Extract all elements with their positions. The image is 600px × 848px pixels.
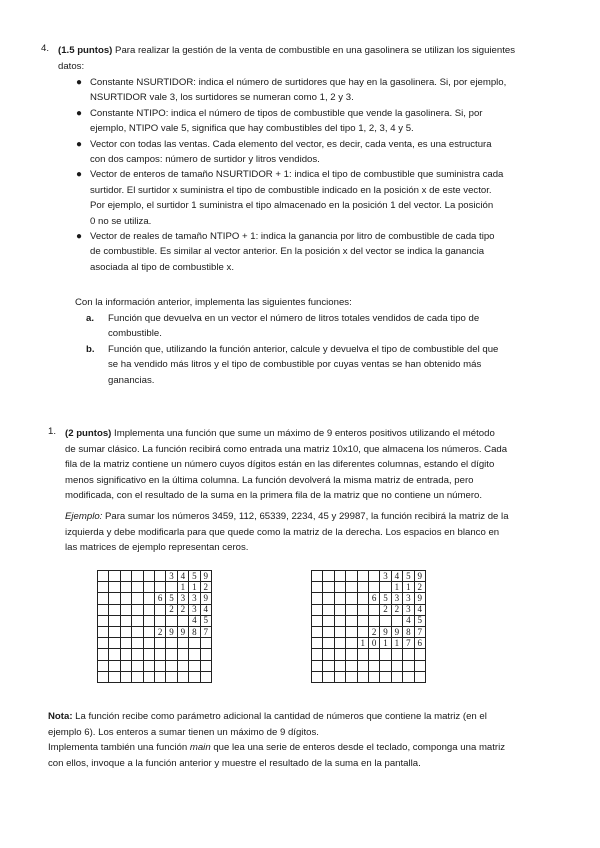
matrix-cell [346,660,357,671]
matrix-cell [414,649,425,660]
matrix-row [312,638,426,649]
matrix-cell: 1 [189,582,200,593]
matrix-cell [357,649,368,660]
matrix-cell [334,604,345,615]
matrix-cell [109,638,120,649]
matrix-cell: 8 [403,626,414,637]
matrix-cell [323,593,334,604]
matrix-cell [312,626,323,637]
matrix-row [98,604,212,615]
matrix-cell: 2 [380,604,391,615]
matrix-cell [132,571,143,582]
matrix-cell [120,582,131,593]
matrix-cell [368,660,379,671]
matrix-row [312,626,426,637]
matrix-cell: 6 [414,638,425,649]
matrix-cell [177,615,188,626]
matrix-row [98,638,212,649]
matrix-cell [189,649,200,660]
matrix-cell [312,638,323,649]
matrix-cell [323,615,334,626]
matrix-cell [189,660,200,671]
data-bullet-list [76,75,524,275]
matrix-cell [312,593,323,604]
matrix-cell: 1 [391,638,402,649]
matrix-cell [403,671,414,682]
matrix-cell [368,571,379,582]
matrix-cell [109,671,120,682]
question-1-points: (2 puntos) [65,428,112,439]
matrix-cell [334,638,345,649]
matrix-cell [312,604,323,615]
matrix-cell [391,660,402,671]
matrix-cell: 5 [403,571,414,582]
matrix-cell [132,626,143,637]
matrix-cell: 2 [368,626,379,637]
matrix-row [98,660,212,671]
bullet-icon: ● [76,138,83,150]
matrix-cell [368,604,379,615]
matrix-cell: 3 [391,593,402,604]
matrix-row [98,582,212,593]
matrix-cell: 4 [177,571,188,582]
matrix-cell [109,660,120,671]
matrix-cell: 1 [403,582,414,593]
matrix-cell [98,638,109,649]
question-4-number: 4. [41,43,50,54]
matrix-cell: 9 [200,593,211,604]
matrix-cell [98,626,109,637]
matrix-cell [177,671,188,682]
matrix-cell [380,582,391,593]
matrix-cell: 4 [414,604,425,615]
matrix-cell [346,615,357,626]
matrix-cell [357,671,368,682]
matrix-cell [200,638,211,649]
function-item-a: a. Función que devuelva en un vector el número de litros totales vendidos de cada tipo de combustible. [86,313,480,340]
matrix-cell [323,649,334,660]
matrix-cell: 9 [414,593,425,604]
matrix-cell [154,649,165,660]
matrix-cell [143,626,154,637]
matrix-cell: 1 [177,582,188,593]
question-4-intro: (1.5 puntos) Para realizar la gestión de la venta de combustible en una gasolinera se utilizan los siguientes datos: [58,45,516,72]
matrix-cell [334,660,345,671]
matrix-cell [391,649,402,660]
matrix-cell: 4 [200,604,211,615]
matrix-cell: 2 [200,582,211,593]
matrix-cell [120,593,131,604]
matrix-cell [334,671,345,682]
matrix-cell [334,582,345,593]
matrix-cell: 3 [380,571,391,582]
matrix-cell [346,638,357,649]
matrix-cell [98,593,109,604]
matrix-cell: 2 [154,626,165,637]
matrix-cell: 1 [391,582,402,593]
matrix-cell [312,571,323,582]
matrix-row [98,615,212,626]
matrix-row [98,649,212,660]
matrix-cell [98,671,109,682]
matrix-cell [334,615,345,626]
matrix-cell: 2 [414,582,425,593]
matrix-cell [323,671,334,682]
bullet-icon: ● [76,231,83,243]
matrix-cell [98,615,109,626]
matrix-cell [323,582,334,593]
matrix-cell [403,660,414,671]
matrix-cell [166,671,177,682]
left-matrix [97,570,212,683]
matrix-cell [143,660,154,671]
matrix-cell: 4 [391,571,402,582]
matrix-cell: 4 [403,615,414,626]
matrix-cell [98,649,109,660]
matrix-cell [154,582,165,593]
matrix-cell: 3 [189,593,200,604]
matrix-cell [143,604,154,615]
matrix-cell: 9 [380,626,391,637]
matrix-cell [120,660,131,671]
matrix-cell [132,615,143,626]
matrix-cell [98,604,109,615]
matrix-cell [109,615,120,626]
matrix-cell [120,604,131,615]
matrix-cell [357,660,368,671]
matrix-cell [357,593,368,604]
matrix-cell: 4 [189,615,200,626]
question-1-note: Nota: La función recibe como parámetro adicional la cantidad de números que contiene la matriz (en el ejemplo 6). Los enteros a sumar tienen un máximo de 9 dígitos. Implementa también una función main que lea una serie de enteros desde el teclado, componga una matriz con ellos, invoque a la función anterior y muestre el resultado de la suma en la pantalla. [48,711,506,769]
matrix-cell [132,593,143,604]
matrix-cell [346,582,357,593]
matrix-cell [323,660,334,671]
matrix-cell [132,671,143,682]
example-label: Ejemplo: [65,511,103,522]
matrix-cell: 8 [189,626,200,637]
matrix-row [98,571,212,582]
matrix-cell [334,571,345,582]
matrix-cell [120,649,131,660]
matrix-cell [132,604,143,615]
matrix-cell [154,638,165,649]
matrix-cell [368,615,379,626]
matrix-cell [166,615,177,626]
matrix-cell [368,671,379,682]
matrix-row [312,582,426,593]
bullet-item: ● Constante NTIPO: indica el número de tipos de combustible que vende la gasolinera. Si, por ejemplo, NTIPO vale 5, significa que hay combustibles del tipo 1, 2, 3, 4 y 5. [76,107,483,135]
matrix-cell [414,671,425,682]
matrix-row [312,604,426,615]
matrix-cell: 6 [368,593,379,604]
main-keyword: main [189,742,211,754]
matrix-cell [98,660,109,671]
matrix-cell [368,649,379,660]
matrix-cell [143,571,154,582]
bullet-item: ● Vector de reales de tamaño NTIPO + 1: indica la ganancia por litro de combustible de cada tipo de combustible. Es similar al vector anterior. En la posición x del vector se indica la ganancia asociada al tipo de combustible x. [76,231,495,273]
matrix-cell [154,660,165,671]
matrix-cell: 3 [403,593,414,604]
matrix-cell [120,571,131,582]
matrix-cell [312,660,323,671]
matrix-cell: 2 [391,604,402,615]
question-4-with-info: Con la información anterior, implementa las siguientes funciones: [75,297,352,308]
matrix-row [312,671,426,682]
question-1-number: 1. [48,426,57,437]
matrix-cell [109,626,120,637]
function-list [86,311,524,388]
matrix-cell [323,571,334,582]
matrix-cell [154,571,165,582]
matrix-cell [346,571,357,582]
matrix-cell [312,649,323,660]
question-1-statement: (2 puntos) Implementa una función que sume un máximo de 9 enteros positivos utilizando el método de sumar clásico. La función recibirá como entrada una matriz 10x10, que almacena los números. Cada fila de la matriz contiene un número cuyos dígitos están en las diferentes columnas, estando el dígito menos significativo en la última columna. La función devolverá la misma matriz de entrada, pero modificada, con el resultado de la suma en la primera fila de la matriz que no contiene un número. [65,428,508,502]
matrix-cell: 2 [166,604,177,615]
matrix-cell [143,638,154,649]
matrix-cell: 7 [403,638,414,649]
matrix-cell [189,671,200,682]
matrix-cell [132,638,143,649]
matrix-cell [312,615,323,626]
matrix-row [312,615,426,626]
matrix-row [312,593,426,604]
matrix-cell [166,660,177,671]
matrix-cell [200,671,211,682]
matrix-cell: 1 [357,638,368,649]
matrix-cell [391,615,402,626]
matrix-row [98,626,212,637]
matrix-cell [189,638,200,649]
matrix-cell [132,582,143,593]
matrix-cell [177,638,188,649]
bullet-icon: ● [76,107,83,119]
matrix-cell [98,571,109,582]
matrix-row [98,671,212,682]
matrix-row [312,571,426,582]
matrix-cell [323,626,334,637]
bullet-item: ● Vector con todas las ventas. Cada elemento del vector, es decir, cada venta, es una estructura con dos campos: número de surtidor y litros vendidos. [76,138,492,166]
matrix-cell [346,626,357,637]
question-4-points: (1.5 puntos) [58,45,113,56]
bullet-icon: ● [76,77,83,88]
matrix-cell: 5 [166,593,177,604]
matrix-cell [346,671,357,682]
matrix-cell [154,615,165,626]
matrix-cell [132,649,143,660]
matrix-cell [323,604,334,615]
matrix-cell [120,671,131,682]
matrix-cell [357,604,368,615]
matrix-cell [414,660,425,671]
matrix-cell: 5 [189,571,200,582]
matrix-cell: 3 [189,604,200,615]
matrix-cell: 3 [177,593,188,604]
matrix-cell: 0 [368,638,379,649]
matrix-cell [380,660,391,671]
right-matrix [311,570,426,683]
matrix-cell [403,649,414,660]
matrix-cell [357,582,368,593]
matrix-cell [334,593,345,604]
matrix-cell: 9 [200,571,211,582]
matrix-cell [143,671,154,682]
matrix-cell [166,582,177,593]
matrix-cell [391,671,402,682]
matrix-cell [200,660,211,671]
matrix-cell [380,615,391,626]
matrix-cell [357,626,368,637]
matrix-cell [109,649,120,660]
matrix-row [98,593,212,604]
matrix-cell [120,615,131,626]
matrix-cell [312,671,323,682]
matrix-cell [143,615,154,626]
matrix-cell [346,604,357,615]
matrix-cell [200,649,211,660]
bullet-item: ● Vector de enteros de tamaño NSURTIDOR + 1: indica el tipo de combustible que suministra cada surtidor. El surtidor x suministra el tipo de combustible indicado en la posición x de este vector. Por ejemplo, el surtidor 1 suministra el tipo almacenado en la posición 1 del vector. La posición 0 no se utiliza. [76,169,504,227]
matrix-cell: 7 [414,626,425,637]
matrix-cell: 9 [414,571,425,582]
matrix-cell [120,638,131,649]
matrix-cell [109,582,120,593]
matrix-cell [380,649,391,660]
matrix-cell [109,604,120,615]
matrix-cell [334,626,345,637]
matrix-cell [154,671,165,682]
matrix-cell [143,649,154,660]
matrix-cell [166,638,177,649]
matrix-cell [177,660,188,671]
matrix-cell [166,649,177,660]
matrix-cell [357,615,368,626]
matrix-cell [109,593,120,604]
matrix-cell [143,593,154,604]
matrix-row [312,649,426,660]
matrix-cell: 9 [166,626,177,637]
matrix-cell [109,571,120,582]
question-1-example: Ejemplo: Para sumar los números 3459, 112, 65339, 2234, 45 y 29987, la función recibirá la matriz de la izquierda y debe modificarla para que quede como la matriz de la derecha. Los espacios en blanco en las matrices de ejemplo representan ceros. [65,511,509,554]
matrix-cell [143,582,154,593]
bullet-icon: ● [76,169,83,181]
matrix-cell [312,582,323,593]
matrix-cell [154,604,165,615]
function-item-b: b. Función que, utilizando la función anterior, calcule y devuelva el tipo de combustible del que se ha vendido más litros y el tipo de combustible por cuyas ventas se han obtenido más ganancias. [86,343,499,386]
matrix-cell [346,593,357,604]
matrix-cell: 1 [380,638,391,649]
matrix-cell: 5 [414,615,425,626]
matrix-cell [380,671,391,682]
matrix-cell: 3 [403,604,414,615]
matrix-cell [98,582,109,593]
matrix-row [312,660,426,671]
matrix-cell [323,638,334,649]
matrix-cell: 9 [391,626,402,637]
note-label: Nota: [48,711,73,722]
matrix-cell: 2 [177,604,188,615]
matrix-cell: 9 [177,626,188,637]
matrix-cell: 5 [200,615,211,626]
matrix-cell: 6 [154,593,165,604]
bullet-item: ● Constante NSURTIDOR: indica el número de surtidores que hay en la gasolinera. Si, por ejemplo, NSURTIDOR vale 3, los surtidores se numeran como 1, 2 y 3. [76,77,507,104]
matrix-cell [120,626,131,637]
matrix-cell: 7 [200,626,211,637]
matrix-cell: 5 [380,593,391,604]
matrix-cell [368,582,379,593]
matrix-cell [357,571,368,582]
matrix-cell [334,649,345,660]
matrix-cell: 3 [166,571,177,582]
matrix-cell [177,649,188,660]
matrix-cell [132,660,143,671]
matrix-cell [346,649,357,660]
